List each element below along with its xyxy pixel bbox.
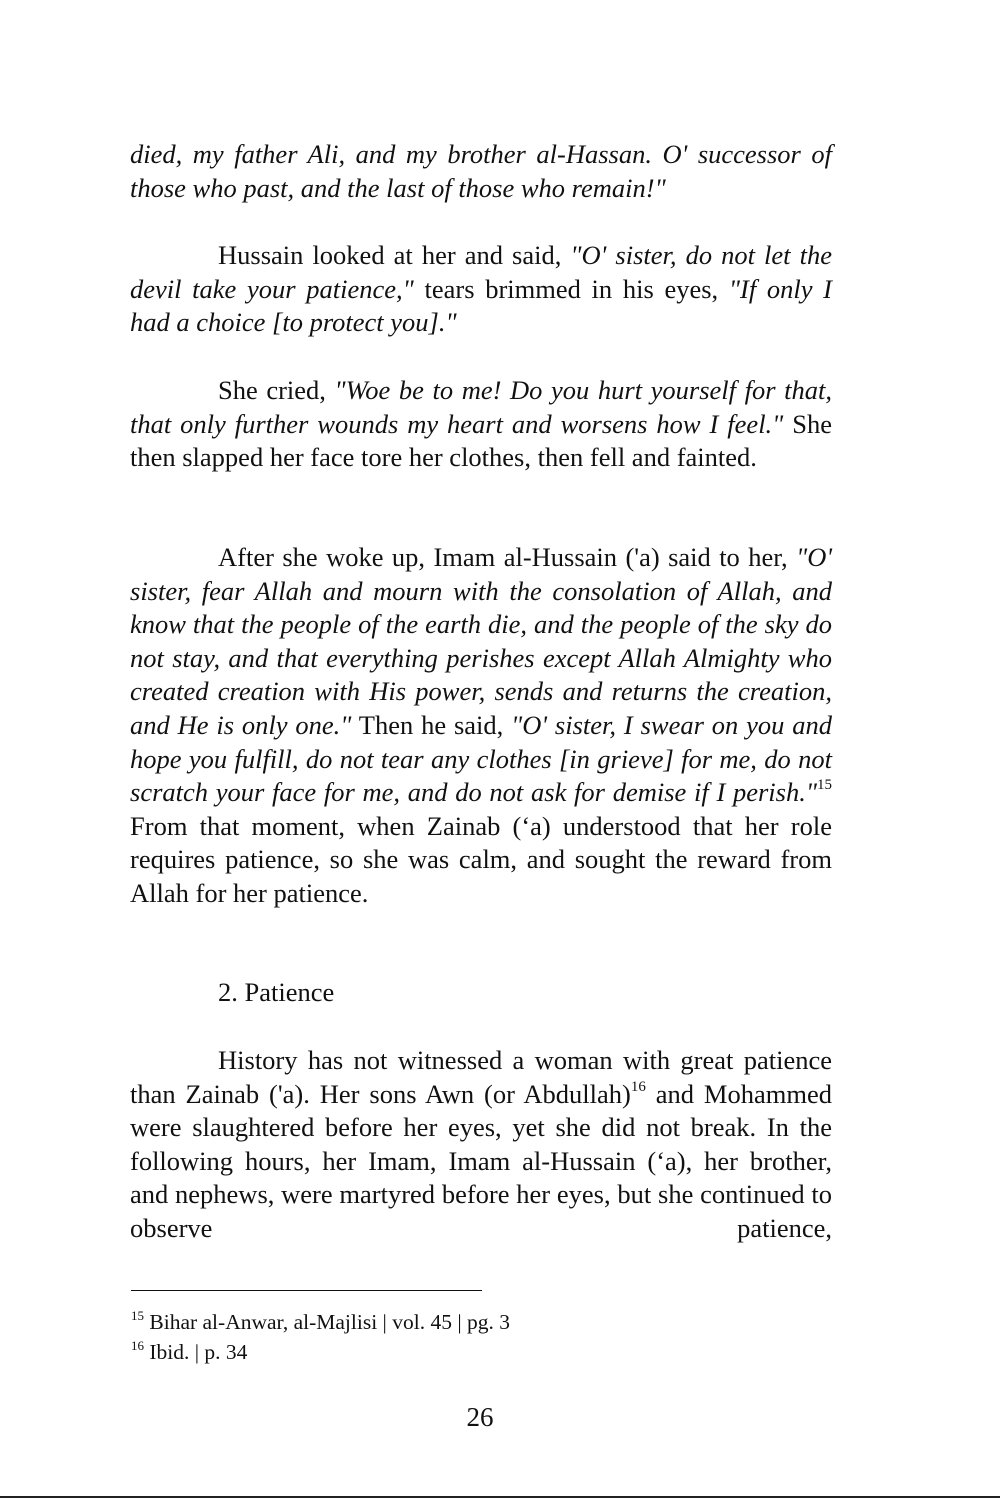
footnote-text: Ibid. | p. 34 <box>149 1340 248 1364</box>
footnote-reference: 15 <box>817 777 832 794</box>
page-number: 26 <box>466 1402 494 1432</box>
body-text: Hussain looked at her and said, <box>218 240 571 270</box>
body-text: tears brimmed in his eyes, <box>413 273 729 304</box>
paragraph-1 <box>130 138 832 205</box>
footnote-16 <box>131 1339 247 1365</box>
body-text: and Mohammed were slaughtered before her eyes, yet she did not break. In the following hours, her Imam, Imam al-Hussain (‘a), her brother, and nephews, were martyred before her eyes, but she continued to observe patience, <box>130 1078 832 1243</box>
quote-text: "If only I had a choice [to protect you]." <box>130 273 833 338</box>
quote-text: "Woe be to me! Do you hurt yourself for that, that only further wounds my heart and worsens how I feel." <box>130 375 832 439</box>
body-text: History has not witnessed a woman with great patience than Zainab ('a). Her sons Awn (or Abdullah) <box>130 1045 832 1109</box>
body-text: Then he said, <box>351 709 512 740</box>
body-text: She cried, <box>218 375 335 405</box>
page-bottom-edge <box>0 1496 1000 1498</box>
quote-text: "O' sister, do not let the devil take your patience," <box>130 240 832 304</box>
quote-text: "O' sister, fear Allah and mourn with the consolation of Allah, and know that the people of the earth die, and the people of the sky do not stay, and that everything perishes except Allah Almighty who created creation with His power, sends and returns the creation, and He is only one." <box>130 542 832 740</box>
footnote-number: 15 <box>131 1307 144 1323</box>
body-text: She then slapped her face tore her clothes, then fell and fainted. <box>130 408 833 473</box>
body-text: After she woke up, Imam al-Hussain ('a) said to her, <box>218 542 797 572</box>
footnote-reference: 16 <box>630 1078 646 1095</box>
paragraph-2 <box>130 239 832 340</box>
quote-text: died, my father Ali, and my brother al-Hassan. O' successor of those who past, and the last of those who remain!" <box>130 139 832 203</box>
paragraph-5 <box>130 1044 832 1246</box>
paragraph-3 <box>130 374 832 475</box>
footnote-number: 16 <box>131 1337 144 1353</box>
paragraph-4 <box>130 541 832 911</box>
body-text: From that moment, when Zainab (‘a) understood that her role requires patience, so she was calm, and sought the reward from Allah for her patience. <box>130 810 832 908</box>
quote-text: "O' sister, I swear on you and hope you fulfill, do not tear any clothes [in grieve] for me, do not scratch your face for me, and do not ask for demise if I perish." <box>130 709 832 808</box>
footnote-15 <box>131 1309 510 1335</box>
footnote-text: Bihar al-Anwar, al-Majlisi | vol. 45 | pg. 3 <box>149 1310 511 1334</box>
footnote-separator <box>131 1290 482 1291</box>
section-heading: 2. Patience <box>218 977 335 1007</box>
